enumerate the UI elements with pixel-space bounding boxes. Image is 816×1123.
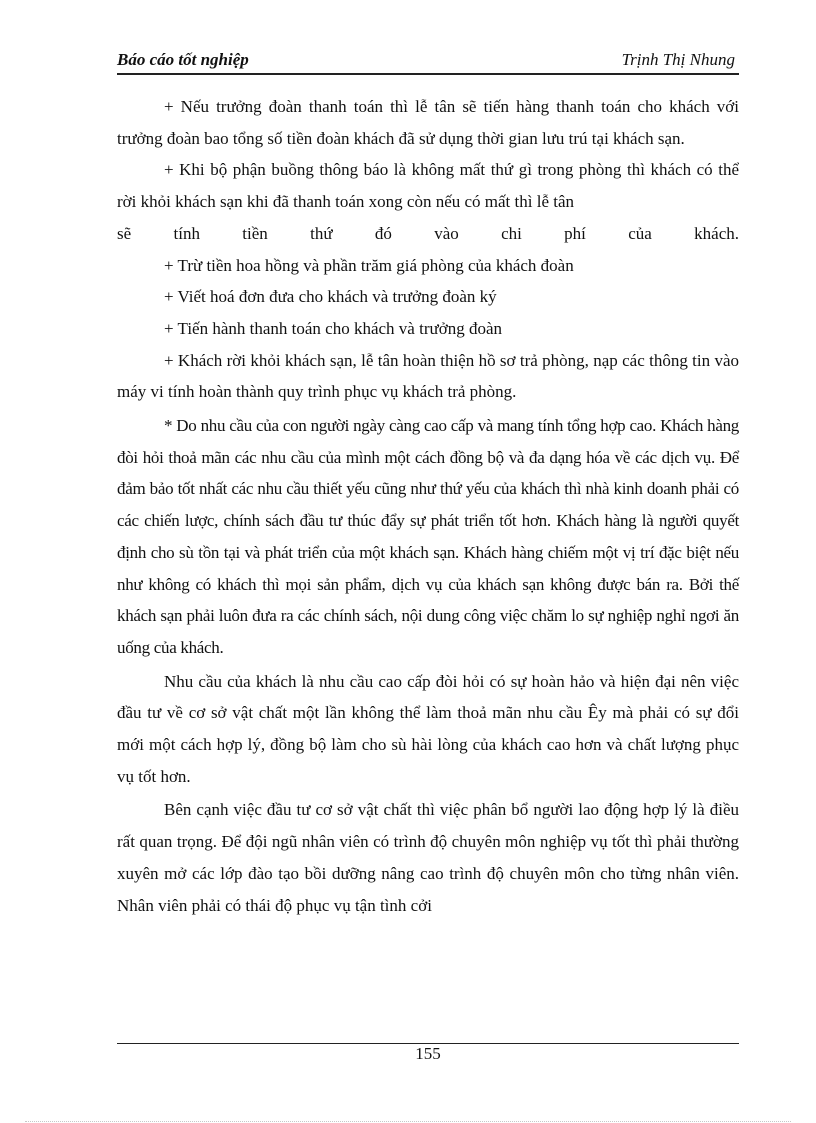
author-name: Trịnh Thị Nhung (621, 50, 735, 69)
list-item-invoice: + Viết hoá đơn đưa cho khách và trưởng đoàn ký (164, 287, 497, 307)
report-title: Báo cáo tốt nghiệp (117, 50, 249, 69)
page-number: 155 (415, 1044, 441, 1063)
paragraph-housekeeping-check: + Khi bộ phận buồng thông báo là không mất thứ gì trong phòng thì khách có thể rời khỏi khách sạn khi đã thanh toán xong còn nếu có mất thì lễ tân (117, 160, 739, 212)
paragraph-customer-needs: * Do nhu cầu của con người ngày càng cao cấp và mang tính tổng hợp cao. Khách hàng đòi hỏi thoả mãn các nhu cầu của mình một cách đồng bộ và đa dạng hóa về các dịch vụ. Để đảm bảo tốt nhất các nhu cầu thiết yếu cũng như thứ yếu của khách thì nhà kinh doanh phải có các chiến lược, chính sách đầu tư thúc đẩy sự phát triển tốt hơn. Khách hàng là người quyết định cho sù tồn tại và phát triển của một khách sạn. Khách hàng chiếm một vị trí đặc biệt nếu như không có khách thì mọi sản phẩm, dịch vụ của khách sạn không được bán ra. Bởi thế khách sạn phải luôn đưa ra các chính sách, nội dung công việc chăm lo sự nghiệp nghỉ ngơi ăn uống của khách. (117, 416, 739, 657)
paragraph-investment: Nhu cầu của khách là nhu cầu cao cấp đòi hỏi có sự hoàn hảo và hiện đại nên việc đầu tư về cơ sở vật chất một lần không thể làm thoả mãn nhu cầu Êy mà phải có sự đổi mới một cách hợp lý, đồng bộ làm cho sù hài lòng của khách cao hơn và chất lượng phục vụ tốt hơn. (117, 671, 739, 786)
list-item-checkout: + Khách rời khỏi khách sạn, lễ tân hoàn thiện hồ sơ trả phòng, nạp các thông tin vào máy vi tính hoàn thành quy trình phục vụ khách trả phòng. (117, 350, 739, 402)
list-item-payment: + Tiến hành thanh toán cho khách và trưởng đoàn (164, 318, 502, 338)
document-body (117, 91, 739, 921)
paragraph-housekeeping-check-end: sẽ tính tiền thứ đó vào chi phí của khách. (117, 223, 739, 243)
paragraph-staff-training: Bên cạnh việc đầu tư cơ sở vật chất thì việc phân bổ người lao động hợp lý là điều rất quan trọng. Để đội ngũ nhân viên có trình độ chuyên môn nghiệp vụ tốt thì phải thường xuyên mở các lớp đào tạo bồi dưỡng nâng cao trình độ chuyên môn cho từng nhân viên. Nhân viên phải có thái độ phục vụ tận tình cởi (117, 800, 739, 915)
paragraph-group-leader-payment: + Nếu trưởng đoàn thanh toán thì lễ tân sẽ tiến hàng thanh toán cho khách với trưởng đoàn bao tổng số tiền đoàn khách đã sử dụng thời gian lưu trú tại khách sạn. (117, 97, 739, 148)
list-item-commission: + Trừ tiền hoa hồng và phần trăm giá phòng của khách đoàn (164, 255, 574, 275)
bottom-dotted-border (25, 1121, 791, 1122)
page-header (117, 47, 739, 75)
